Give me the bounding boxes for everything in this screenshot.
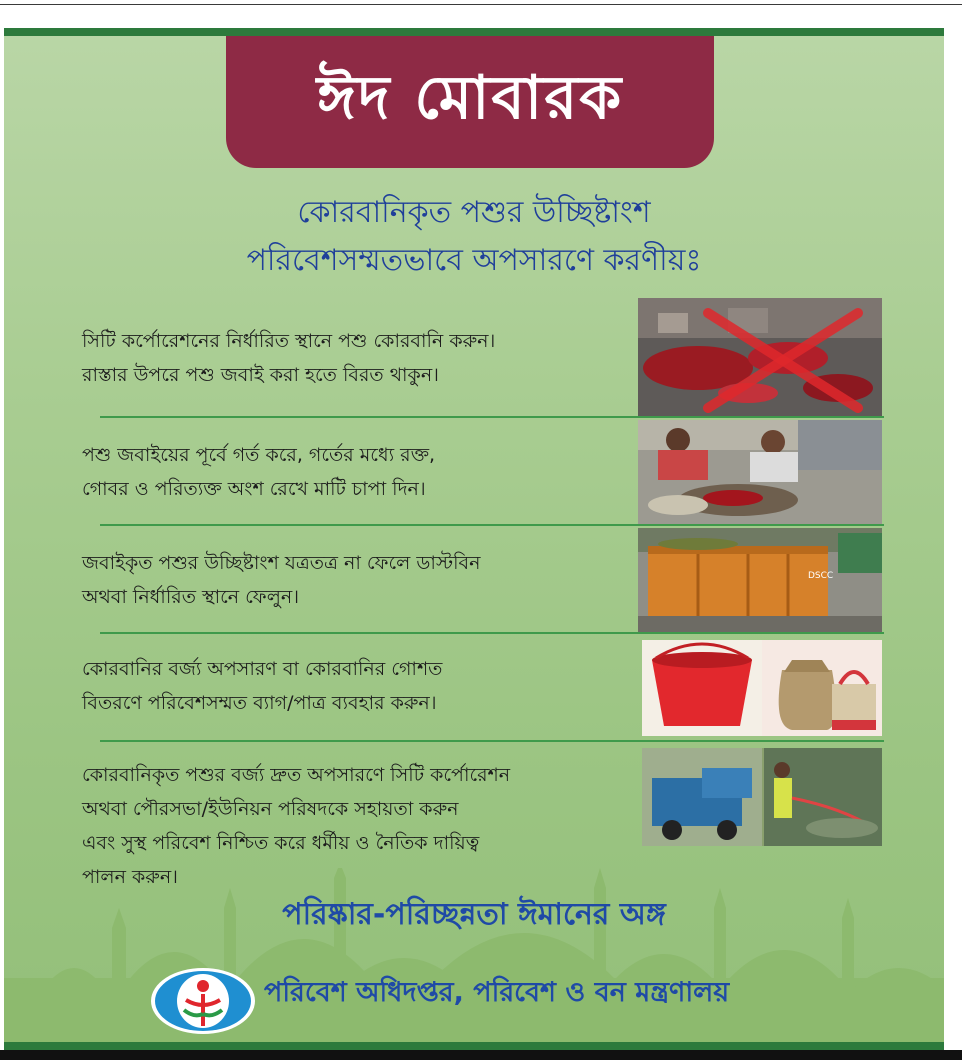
banner-title: ঈদ মোবারক [316,63,624,133]
divider [100,632,884,634]
instruction-item-1 [82,324,612,392]
footer-organization: পরিবেশ অধিদপ্তর, পরিবেশ ও বন মন্ত্রণালয় [264,977,730,1008]
instruction-line: অথবা নির্ধারিত স্থানে ফেলুন। [82,586,299,608]
instruction-item-2 [82,438,612,506]
instruction-line: জবাইকৃত পশুর উচ্ছিষ্টাংশ যত্রতত্র না ফেলে ডাস্টবিন [82,552,481,574]
eid-mubarak-banner [226,36,714,168]
instruction-line: সিটি কর্পোরেশনের নির্ধারিত স্থানে পশু কোরবানি করুন। [82,330,496,352]
instruction-line: রাস্তার উপরে পশু জবাই করা হতে বিরত থাকুন। [82,364,439,386]
instruction-item-4 [82,652,612,720]
instruction-line: কোরবানির বর্জ্য অপসারণ বা কোরবানির গোশত [82,658,443,680]
instruction-line: গোবর ও পরিত্যক্ত অংশ রেখে মাটি চাপা দিন। [82,478,426,500]
top-rule [0,4,962,5]
photo-dumpster [638,528,882,632]
instruction-line: পালন করুন। [82,866,178,888]
instruction-line: কোরবানিকৃত পশুর বর্জ্য দ্রুত অপসারণে সিটি কর্পোরেশন [82,764,511,786]
eid-poster [4,28,944,1050]
photo-waste-truck-and-cleaning [642,748,882,846]
divider [100,524,884,526]
instruction-line: অথবা পৌরসভা/ইউনিয়ন পরিষদকে সহায়তা করুন [82,798,459,820]
slogan: পরিষ্কার-পরিচ্ছন্নতা ঈমানের অঙ্গ [282,897,666,932]
photo-street-slaughter-crossed [638,298,882,416]
poster-top-border [4,28,944,36]
poster-bottom-border [4,1042,944,1050]
instruction-line: এবং সুস্থ পরিবেশ নিশ্চিত করে ধর্মীয় ও নৈতিক দায়িত্ব [82,832,480,854]
divider [100,740,884,742]
photo-bucket-and-bags [642,640,882,736]
right-margin [944,28,962,1060]
instruction-line: বিতরণে পরিবেশসম্মত ব্যাগ/পাত্র ব্যবহার করুন। [82,692,437,714]
subtitle-line-2: পরিবেশসম্মতভাবে অপসারণে করণীয়ঃ [246,243,702,278]
dumpster-plate: DSCC [808,571,834,581]
subtitle-line-1: কোরবানিকৃত পশুর উচ্ছিষ্টাংশ [297,195,651,230]
department-of-environment-logo [150,966,256,1036]
photo-burying-waste [638,420,882,524]
instruction-line: পশু জবাইয়ের পূর্বে গর্ত করে, গর্তের মধ্যে রক্ত, [82,444,436,466]
bottom-frame [0,1050,962,1060]
instruction-item-3 [82,546,612,614]
divider [100,416,884,418]
